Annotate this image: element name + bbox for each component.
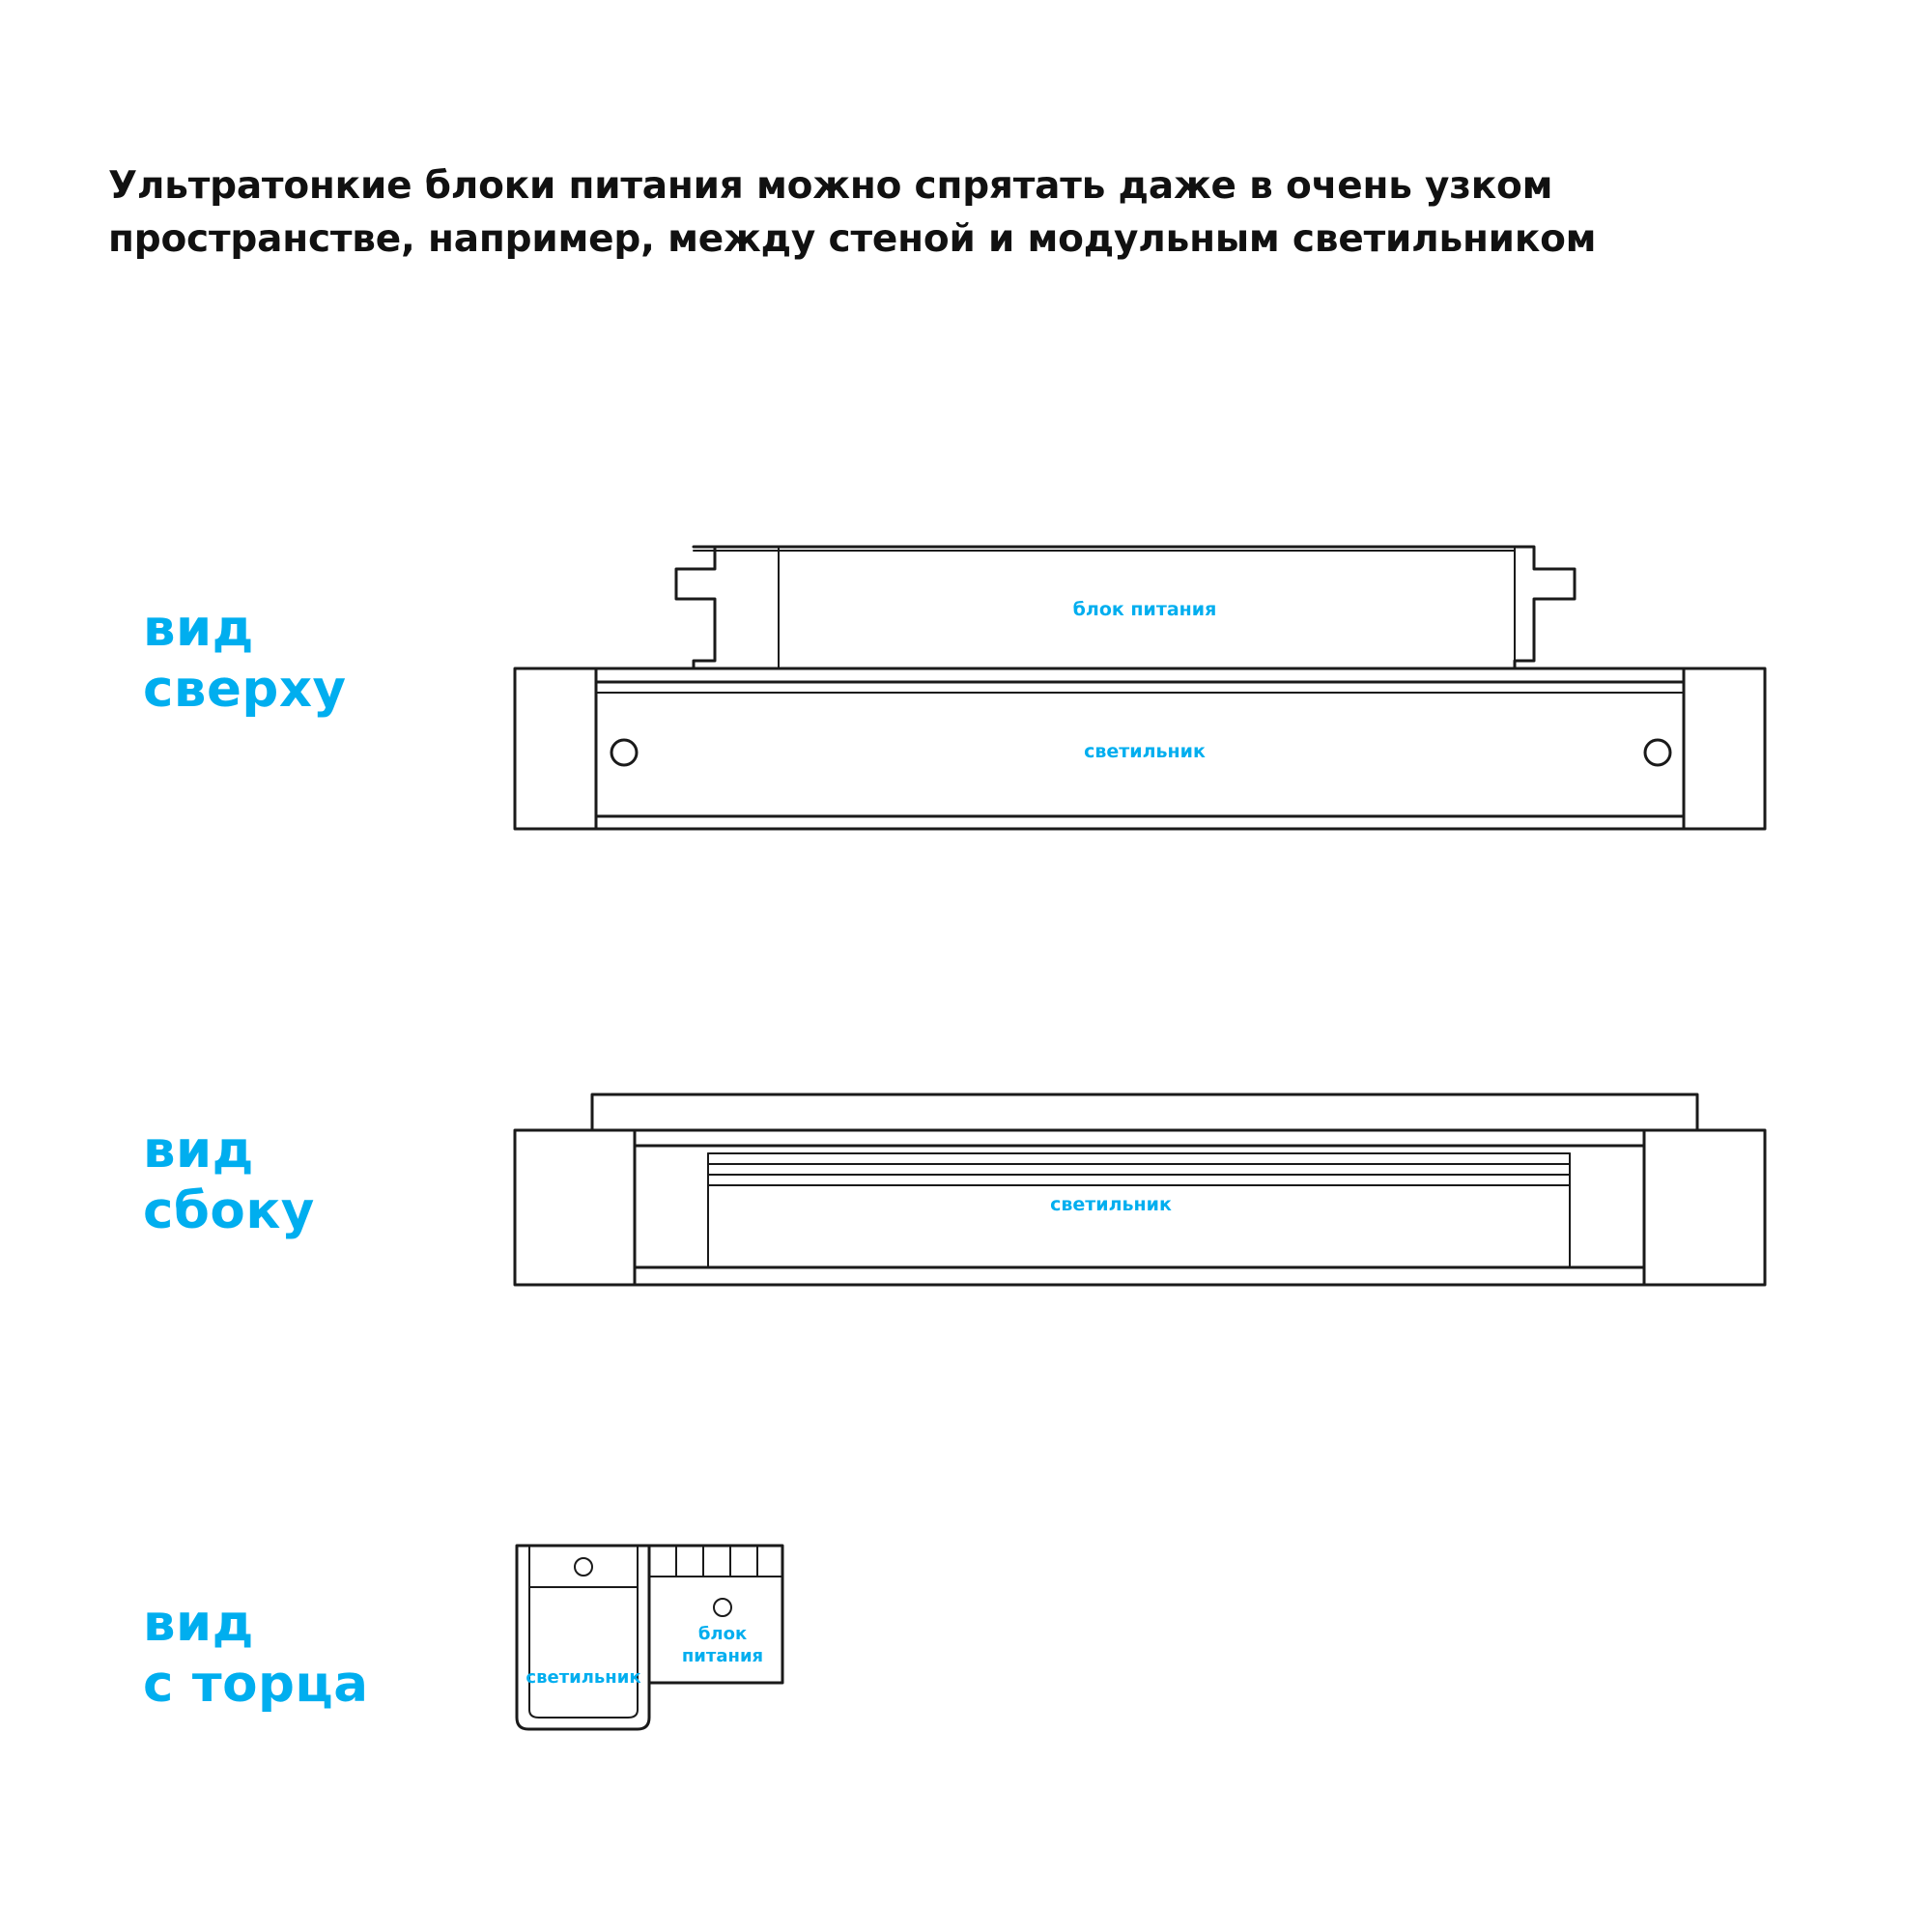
page-title-line-1: Ультратонкие блоки питания можно спрятать даже в очень узком <box>108 164 1553 208</box>
luminaire-end-mounting-hole <box>575 1558 592 1576</box>
luminaire-top-label: светильник <box>1084 741 1206 762</box>
luminaire-end-label: светильник <box>526 1667 641 1688</box>
view-label-end-line-2: с торца <box>143 1654 369 1714</box>
page-title-line-2: пространстве, например, между стеной и модульным светильником <box>108 217 1597 262</box>
view-label-top-line-2: сверху <box>143 659 347 719</box>
view-label-side-line-2: сбоку <box>143 1180 315 1240</box>
luminaire-top-mounting-hole-left <box>611 740 637 765</box>
view-side-drawing <box>515 1094 1765 1285</box>
power-supply-end-label-line-1: блок <box>697 1624 748 1644</box>
luminaire-top-mounting-hole-right <box>1645 740 1670 765</box>
power-supply-side-outline <box>592 1094 1697 1130</box>
view-end-drawing <box>517 1546 782 1729</box>
power-supply-end-label-line-2: питания <box>681 1646 764 1666</box>
view-label-end-line-1: вид <box>143 1594 254 1653</box>
power-supply-end-hole <box>714 1599 731 1616</box>
view-top-drawing <box>515 547 1765 829</box>
power-supply-top-label: блок питания <box>1072 599 1217 620</box>
view-label-side-line-1: вид <box>143 1121 254 1179</box>
luminaire-side-label: светильник <box>1050 1194 1172 1215</box>
view-label-top-line-1: вид <box>143 599 254 658</box>
